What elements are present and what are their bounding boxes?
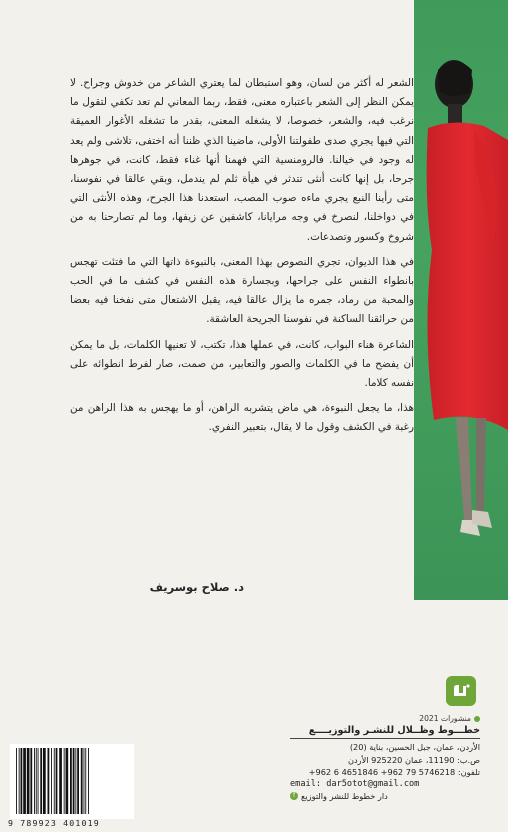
- barcode-bar: [16, 748, 17, 814]
- publisher-info: [290, 713, 480, 802]
- paragraph-1: الشعر له أكثر من لسان، وهو استبطان لما يعتري الشاعر من خدوش وجراح. لا يمكن النظر إلى الشعر باعتباره معنى، فقط، ربما المعاني لم تعد تكفي لتقول ما نرغب فيه، والشعر، خصوصا، لا يشغله المعنى، بقدر ما تشغله الأغوار العميقة التي فيها يجري صدى طفولتنا الأولى، ماضينا الذي ظننا أنه اختفى، تلاشى ولم يعد له وجود في خيالنا. فالرومنسية التي فهمنا أنها غناء فقط، كانت، في جوهرها جرحا، بل إنها كانت أنثى تتدثر في هيأة ثلم لم يندمل، وبقي عالقا في نفوسنا، متى رأينا النبع يجري ماءه صوب المصب، استعدنا هذا الجرح، وهذه الأنثى التي في دواخلنا، لنصرخ في وجه مرايانا، كاشفين عن زيفها، وما لم تصارحنا به من شروخ وكسور وتصدعات.: [70, 77, 414, 243]
- barcode-bar: [43, 748, 46, 814]
- paragraph-3: الشاعرة هناء البواب، كانت، في عملها هذا، تكتب، لا تعنيها الكلمات، بل ما يمكن أن يفضح ما في الكلمات والصور والتعابير، من صمت، صار لفرط انطوائه على نفسه كلاما.: [70, 338, 414, 390]
- paragraph-4: هذا، ما يجعل النبوءة، هي ماض يتشربه الراهن، أو ما يهجس به هذا الراهن من رغبة في الكشف وقول ما لا يقال، بتعبير النفري.: [70, 402, 414, 434]
- publisher-logo: [446, 676, 476, 706]
- barcode-bar: [81, 748, 83, 814]
- barcode-bar: [54, 748, 55, 814]
- barcode-bar: [38, 748, 39, 814]
- facebook-icon: f: [290, 792, 298, 800]
- barcode-bars: [10, 744, 134, 819]
- publisher-pobox: ص.ب: 11190، عمان 925220 الأردن: [347, 754, 480, 765]
- barcode-bar: [36, 748, 37, 814]
- isbn-barcode: [10, 744, 134, 819]
- barcode-bar: [88, 748, 89, 814]
- barcode-bar: [19, 748, 20, 814]
- barcode-bar: [73, 748, 75, 814]
- author-signature: د. صلاح بوسريف: [149, 580, 244, 594]
- isbn-number: 9 789923 401019: [8, 818, 100, 828]
- woman-in-red-dress-illustration: [414, 0, 508, 600]
- barcode-bar: [51, 748, 52, 814]
- publisher-email: email: dar5otot@gmail.com: [290, 779, 420, 790]
- barcode-bar: [70, 748, 72, 814]
- barcode-bar: [84, 748, 85, 814]
- publisher-address: الأردن، عمان، جبل الحسين، بناية (20): [349, 742, 480, 753]
- bullet-dot-icon: [474, 716, 480, 722]
- publisher-name: خطـــوط وظــلال للنشـر والتوزيــــع: [290, 725, 480, 739]
- barcode-bar: [64, 748, 65, 814]
- barcode-bar: [30, 748, 32, 814]
- back-cover-text: [70, 74, 414, 444]
- publisher-logo-mark-icon: [450, 680, 472, 702]
- barcode-bar: [23, 748, 26, 814]
- barcode-bar: [21, 748, 23, 814]
- barcode-bar: [85, 748, 86, 814]
- publisher-facebook: دار خطوط للنشر والتوزيع f: [290, 790, 480, 802]
- barcode-bar: [34, 748, 35, 814]
- barcode-bar: [40, 748, 42, 814]
- barcode-bar: [27, 748, 30, 814]
- barcode-bar: [75, 748, 76, 814]
- barcode-bar: [77, 748, 79, 814]
- publisher-phone: تلفون: 5746218 79 962+ 4651846 6 962+: [308, 766, 480, 777]
- cover-art-strip: [414, 0, 508, 600]
- barcode-bar: [59, 748, 62, 814]
- barcode-bar: [66, 748, 69, 814]
- publication-year: منشورات 2021: [290, 713, 480, 725]
- barcode-bar: [56, 748, 58, 814]
- barcode-bar: [48, 748, 50, 814]
- paragraph-2: في هذا الديوان، تجري النصوص بهذا المعنى، بالنبوءة ذاتها التي ما فتئت تهجس بانطواء النفس على جراحها، وبجسارة هذه النفس في كشف ما في الحب والمحبة من رماد، جمره ما يزال عالقا فيه، يقبل الاشتعال متى نفخنا فيه بعضا من حرائقنا الساكنة في نفوسنا الجريحة العاشقة.: [70, 255, 414, 326]
